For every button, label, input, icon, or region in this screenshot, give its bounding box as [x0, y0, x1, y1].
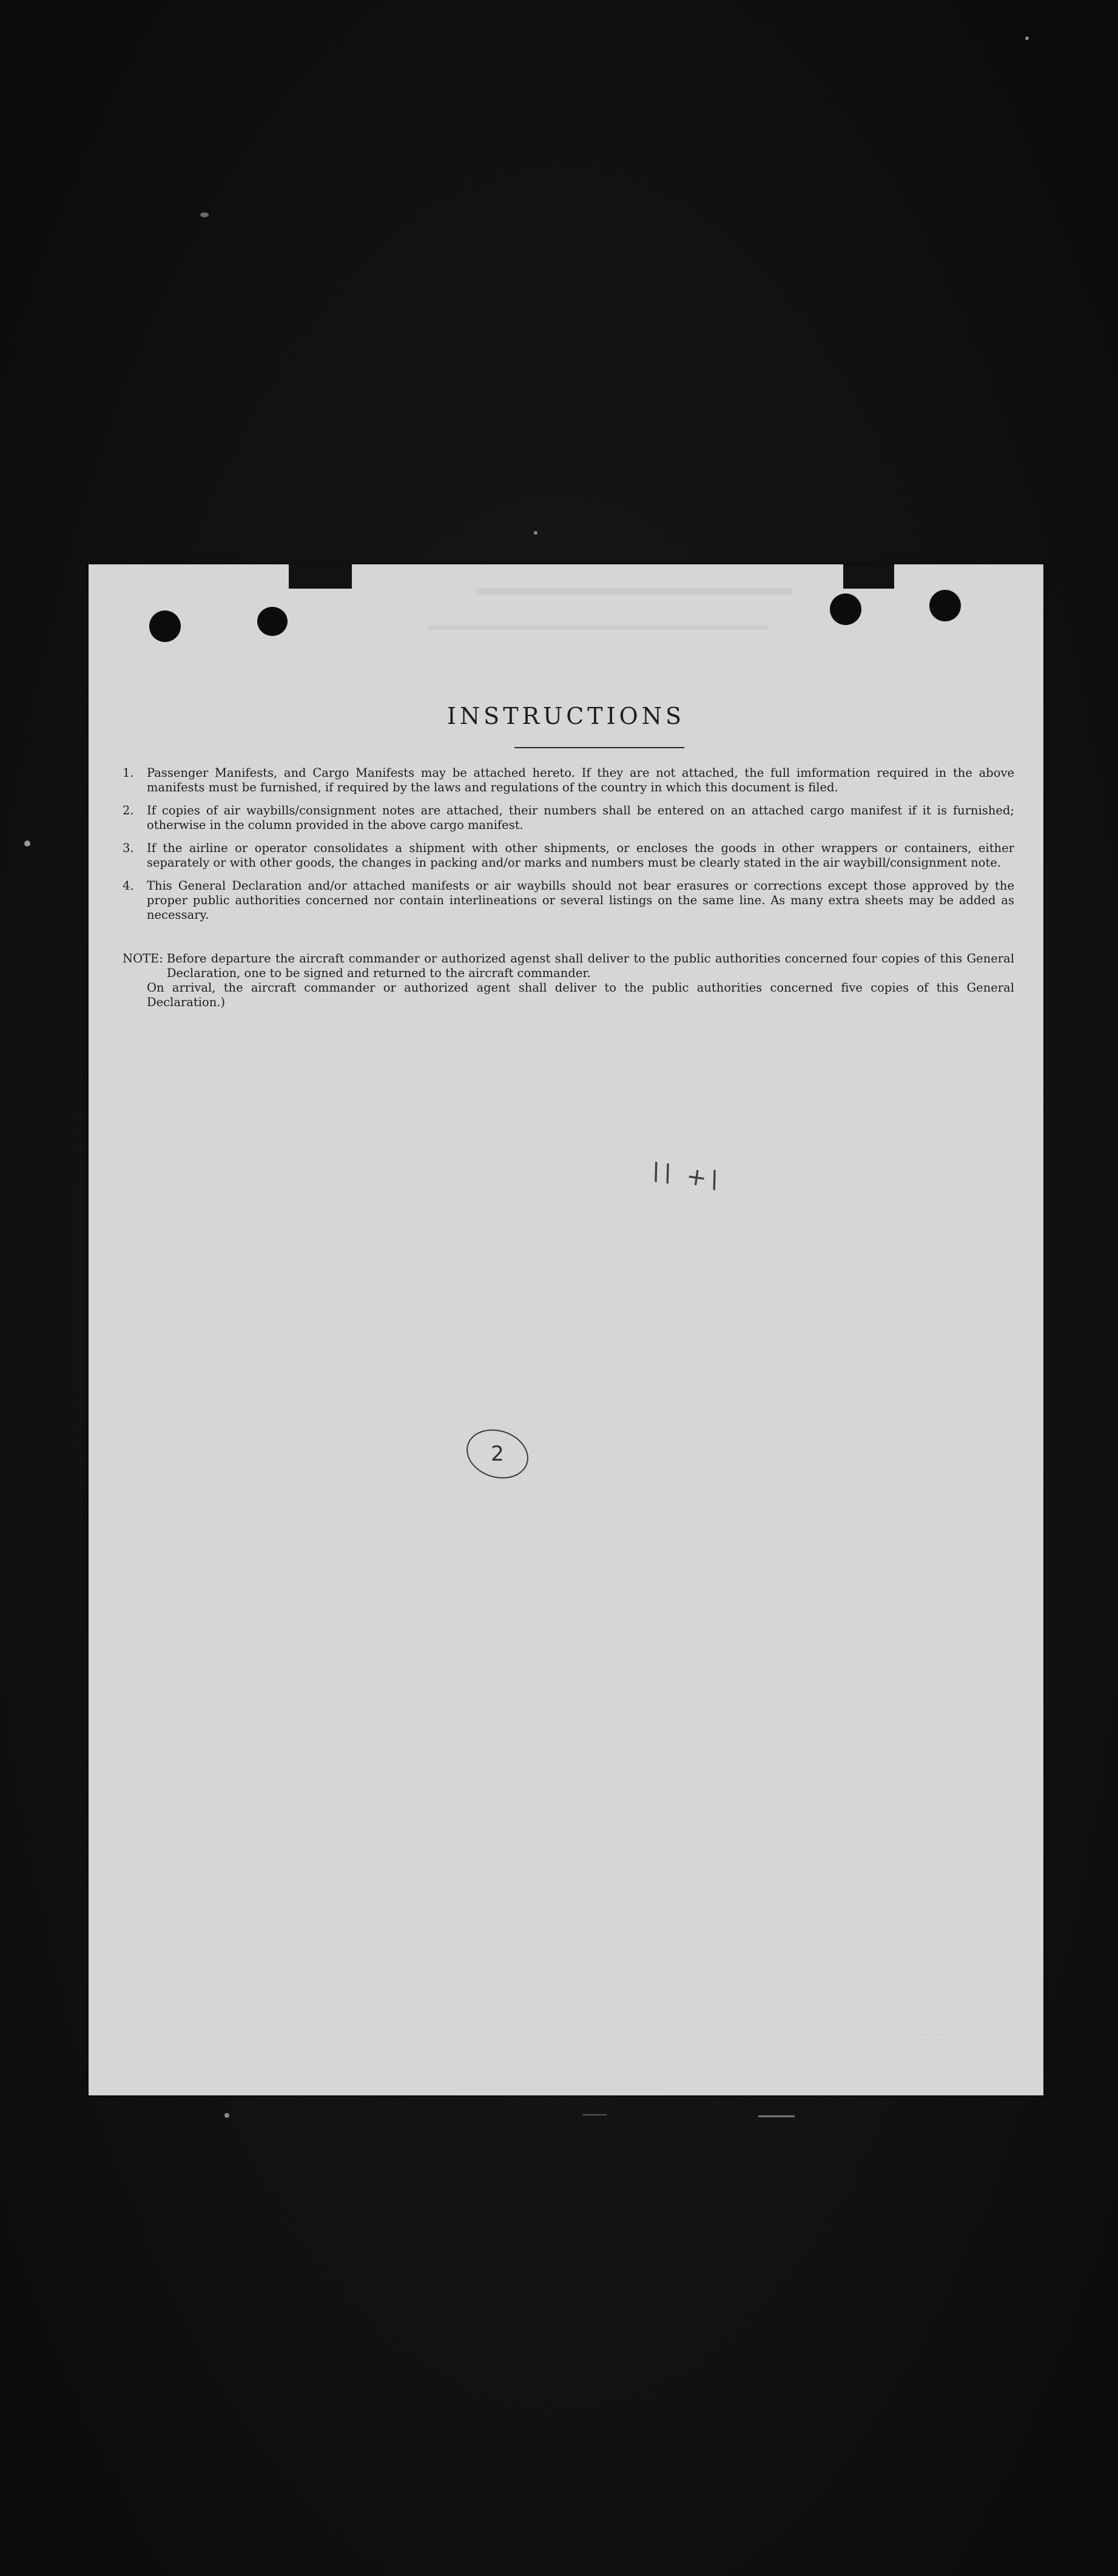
punch-hole [929, 590, 961, 621]
title-underline [514, 747, 684, 748]
instruction-item [123, 879, 1014, 922]
note-row [123, 952, 1014, 981]
scan-artifact [758, 2115, 795, 2117]
circled-page-number [460, 1422, 534, 1486]
instruction-item [123, 803, 1014, 833]
instruction-number: 3. [123, 841, 134, 855]
note-section [123, 952, 1014, 1010]
instruction-item [123, 766, 1014, 795]
page-title: INSTRUCTIONS [446, 703, 685, 729]
instruction-text: If copies of air waybills/consignment notes are attached, their numbers shall be entered on an attached cargo manifest if it is furnished; otherwise in the column provided in the above cargo manifest. [147, 803, 1014, 832]
instruction-number: 4. [123, 879, 134, 893]
instruction-text: This General Declaration and/or attached manifests or air waybills should not bear erasures or corrections except those approved by the proper public authorities concerned nor contain interlineations or several listings on the same line. As many extra sheets may be added as necessary. [147, 879, 1014, 922]
dust-speck [224, 2113, 229, 2118]
note-label: NOTE: [123, 952, 163, 965]
instruction-number: 2. [123, 803, 134, 817]
document-page [89, 564, 1043, 2095]
note-continuation: On arrival, the aircraft commander or authorized agent shall deliver to the public authorities concerned five copies of this General Declaration.) [147, 981, 1014, 1009]
instruction-text: If the airline or operator consolidates a shipment with other shipments, or encloses the goods in other wrappers or containers, either separately or with other goods, the changes in packing and/or marks and numbers must be clearly stated in the air waybill/consignment note. [147, 841, 1014, 870]
punch-hole [257, 607, 288, 636]
dust-speck [1025, 36, 1029, 40]
dust-speck [24, 840, 30, 847]
scan-artifact [582, 2114, 607, 2115]
instruction-number: 1. [123, 766, 134, 780]
page-tab-notch-right [843, 564, 894, 589]
bleed-through-text [428, 625, 768, 648]
handwritten-mark: \\ +\ [650, 1157, 724, 1195]
punch-hole [830, 593, 861, 625]
punch-hole [149, 610, 181, 642]
note-text: Before departure the aircraft commander or authorized agenst shall deliver to the public authorities concerned four copies of this General Declaration, one to be signed and returned to the aircraft commander. [166, 952, 1014, 980]
dust-speck [200, 212, 209, 217]
instructions-list [123, 766, 1014, 931]
printer-imprint: · · · · · · · [911, 2032, 945, 2038]
page-number: 2 [491, 1442, 504, 1466]
instruction-text: Passenger Manifests, and Cargo Manifests may be attached hereto. If they are not attached, the full imformation required in the above manifests must be furnished, if required by the laws and regulations of the country in which this document is filed. [147, 766, 1014, 794]
bleed-through-text [477, 589, 792, 619]
dust-speck [534, 531, 537, 535]
page-tab-notch-left [289, 564, 352, 589]
instruction-item [123, 841, 1014, 870]
